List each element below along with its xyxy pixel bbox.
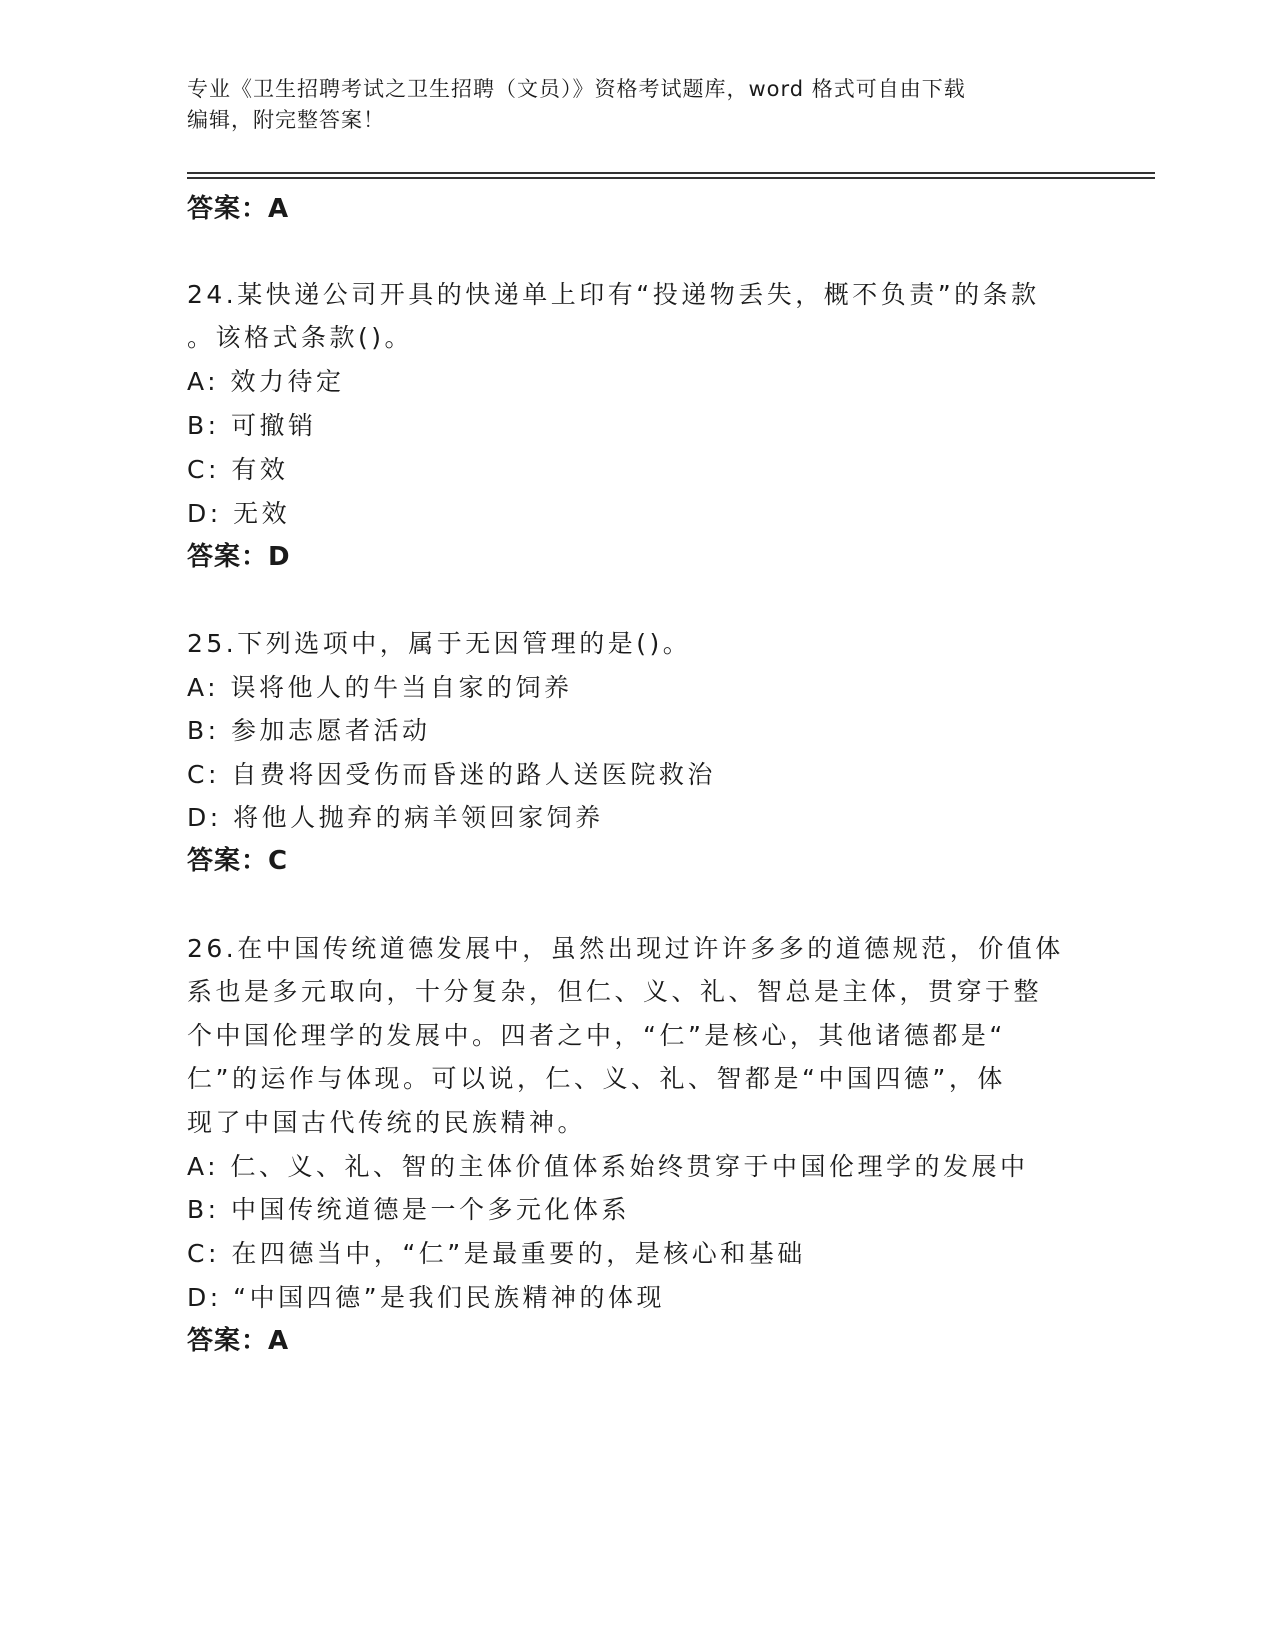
question-25-option-c: C: 自费将因受伤而昏迷的路人送医院救治 <box>187 760 716 789</box>
question-26-line-5: 现了中国古代传统的民族精神。 <box>187 1108 587 1137</box>
question-26-option-c: C: 在四德当中，“仁”是最重要的，是核心和基础 <box>187 1239 806 1268</box>
question-26-line-3: 个中国伦理学的发展中。四者之中，“仁”是核心，其他诸德都是“ <box>187 1021 1006 1050</box>
question-25-option-d: D: 将他人抛弃的病羊领回家饲养 <box>187 803 604 832</box>
previous-answer: 答案：A <box>187 194 290 224</box>
question-26-line-1: 26.在中国传统道德发展中，虽然出现过许许多多的道德规范，价值体 <box>187 934 1064 963</box>
question-24-line-2: 。该格式条款()。 <box>187 323 414 352</box>
question-24-answer: 答案：D <box>187 542 291 572</box>
question-26-option-b: B: 中国传统道德是一个多元化体系 <box>187 1195 631 1224</box>
question-25-option-b: B: 参加志愿者活动 <box>187 716 431 745</box>
question-26-answer: 答案：A <box>187 1326 290 1356</box>
header-line-1: 专业《卫生招聘考试之卫生招聘（文员）》资格考试题库，word 格式可自由下载 <box>187 77 966 101</box>
question-25-line-1: 25.下列选项中，属于无因管理的是()。 <box>187 629 692 658</box>
question-24-option-d: D: 无效 <box>187 499 291 528</box>
header-line-2: 编辑，附完整答案！ <box>187 108 385 132</box>
question-26-option-a: A: 仁、义、礼、智的主体价值体系始终贯穿于中国伦理学的发展中 <box>187 1152 1029 1181</box>
question-26-line-2: 系也是多元取向，十分复杂，但仁、义、礼、智总是主体，贯穿于整 <box>187 977 1043 1006</box>
page-header <box>187 74 1087 136</box>
header-divider-bottom <box>187 177 1155 179</box>
question-26-line-4: 仁”的运作与体现。可以说，仁、义、礼、智都是“中国四德”，体 <box>187 1064 1006 1093</box>
question-26-option-d: D: “中国四德”是我们民族精神的体现 <box>187 1283 666 1312</box>
question-24-line-1: 24.某快递公司开具的快递单上印有“投递物丢失，概不负责”的条款 <box>187 280 1040 309</box>
question-25-answer: 答案：C <box>187 846 289 876</box>
question-24-option-a: A: 效力待定 <box>187 367 345 396</box>
question-24-option-b: B: 可撤销 <box>187 411 317 440</box>
question-24-option-c: C: 有效 <box>187 455 289 484</box>
question-25-option-a: A: 误将他人的牛当自家的饲养 <box>187 673 573 702</box>
header-divider-top <box>187 172 1155 174</box>
